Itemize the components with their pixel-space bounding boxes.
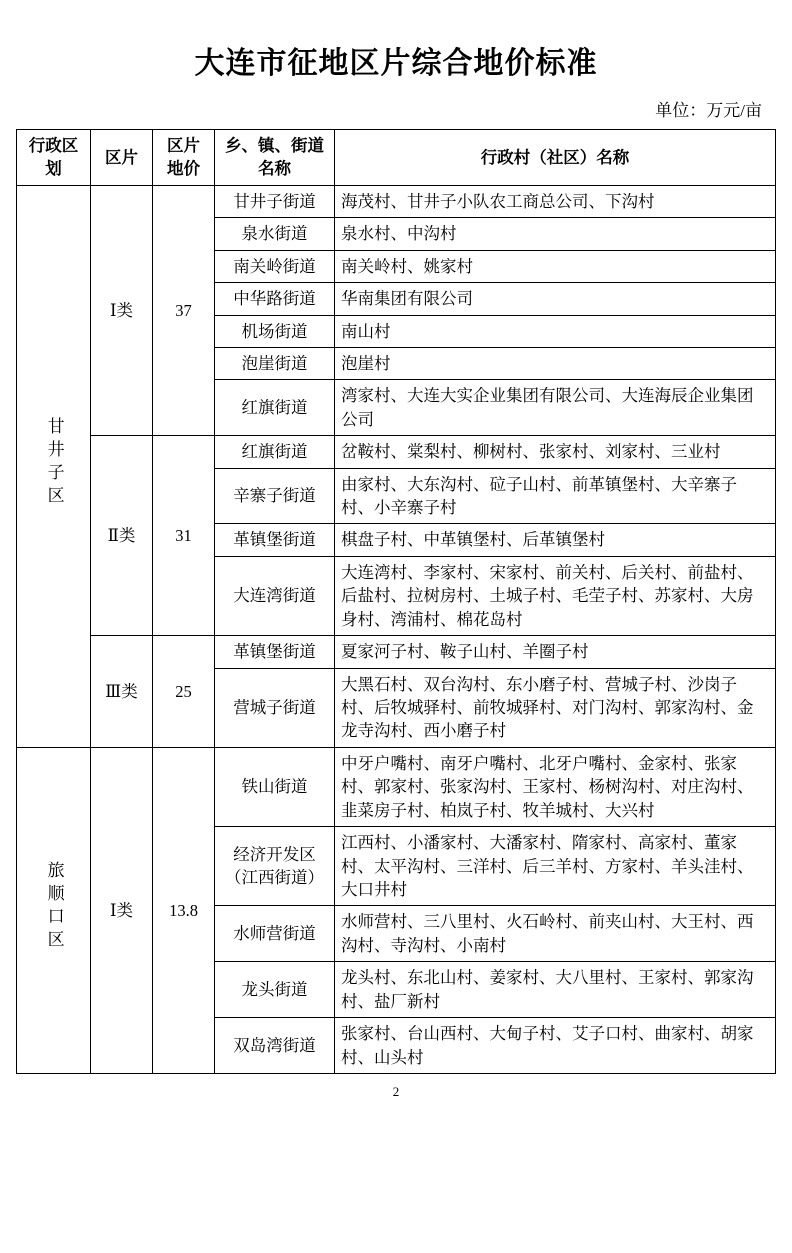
header-division: 行政区划 — [17, 130, 91, 186]
villages-cell: 中牙户嘴村、南牙户嘴村、北牙户嘴村、金家村、张家村、郭家村、张家沟村、王家村、杨树沟村、对庄沟村、韭菜房子村、柏岚子村、牧羊城村、大兴村 — [335, 747, 776, 826]
villages-cell: 水师营村、三八里村、火石岭村、前夹山村、大王村、西沟村、寺沟村、小南村 — [335, 906, 776, 962]
villages-cell: 大黑石村、双台沟村、东小磨子村、营城子村、沙岗子村、后牧城驿村、前牧城驿村、对门沟村、郭家沟村、金龙寺沟村、西小磨子村 — [335, 668, 776, 747]
table-header-row — [17, 130, 776, 186]
zone-cell: Ⅰ类 — [91, 185, 153, 435]
page-number: 2 — [392, 1083, 400, 1099]
town-cell: 南关岭街道 — [215, 250, 335, 282]
price-cell: 25 — [153, 636, 215, 748]
villages-cell: 华南集团有限公司 — [335, 283, 776, 315]
zone-cell: Ⅲ类 — [91, 636, 153, 748]
villages-cell: 南山村 — [335, 315, 776, 347]
table-row — [17, 747, 776, 826]
zone-cell: Ⅰ类 — [91, 747, 153, 1073]
town-cell: 铁山街道 — [215, 747, 335, 826]
division-cell: 甘井子区 — [17, 185, 91, 747]
division-cell: 旅顺口区 — [17, 747, 91, 1073]
table-row — [17, 436, 776, 468]
price-cell: 13.8 — [153, 747, 215, 1073]
town-cell: 泡崖街道 — [215, 347, 335, 379]
villages-cell: 湾家村、大连大实企业集团有限公司、大连海辰企业集团公司 — [335, 380, 776, 436]
price-cell: 31 — [153, 436, 215, 636]
table-row — [17, 636, 776, 668]
town-cell: 机场街道 — [215, 315, 335, 347]
town-cell: 中华路街道 — [215, 283, 335, 315]
town-cell: 经济开发区（江西街道） — [215, 827, 335, 906]
town-cell: 双岛湾街道 — [215, 1018, 335, 1074]
town-cell: 甘井子街道 — [215, 185, 335, 217]
town-cell: 水师营街道 — [215, 906, 335, 962]
villages-cell: 棋盘子村、中革镇堡村、后革镇堡村 — [335, 524, 776, 556]
header-villages: 行政村（社区）名称 — [335, 130, 776, 186]
villages-cell: 大连湾村、李家村、宋家村、前关村、后关村、前盐村、后盐村、拉树房村、土城子村、毛茔子村、苏家村、大房身村、湾浦村、棉花岛村 — [335, 556, 776, 635]
town-cell: 龙头街道 — [215, 962, 335, 1018]
table-header — [17, 130, 776, 186]
town-cell: 革镇堡街道 — [215, 636, 335, 668]
town-cell: 大连湾街道 — [215, 556, 335, 635]
villages-cell: 泉水村、中沟村 — [335, 218, 776, 250]
town-cell: 营城子街道 — [215, 668, 335, 747]
header-zone: 区片 — [91, 130, 153, 186]
villages-cell: 龙头村、东北山村、姜家村、大八里村、王家村、郭家沟村、盐厂新村 — [335, 962, 776, 1018]
villages-cell: 海茂村、甘井子小队农工商总公司、下沟村 — [335, 185, 776, 217]
town-cell: 红旗街道 — [215, 380, 335, 436]
town-cell: 红旗街道 — [215, 436, 335, 468]
page-title: 大连市征地区片综合地价标准 — [194, 47, 598, 80]
header-town: 乡、镇、街道名称 — [215, 130, 335, 186]
unit-note: 单位：万元/亩 — [655, 101, 762, 120]
villages-cell: 泡崖村 — [335, 347, 776, 379]
villages-cell: 江西村、小潘家村、大潘家村、隋家村、高家村、董家村、太平沟村、三洋村、后三羊村、方家村、羊头洼村、大口井村 — [335, 827, 776, 906]
land-price-table — [16, 129, 776, 1074]
villages-cell: 南关岭村、姚家村 — [335, 250, 776, 282]
header-price: 区片地价 — [153, 130, 215, 186]
town-cell: 泉水街道 — [215, 218, 335, 250]
villages-cell: 由家村、大东沟村、砬子山村、前革镇堡村、大辛寨子村、小辛寨子村 — [335, 468, 776, 524]
price-cell: 37 — [153, 185, 215, 435]
town-cell: 辛寨子街道 — [215, 468, 335, 524]
zone-cell: Ⅱ类 — [91, 436, 153, 636]
villages-cell: 夏家河子村、鞍子山村、羊圈子村 — [335, 636, 776, 668]
villages-cell: 岔鞍村、棠梨村、柳树村、张家村、刘家村、三业村 — [335, 436, 776, 468]
town-cell: 革镇堡街道 — [215, 524, 335, 556]
villages-cell: 张家村、台山西村、大甸子村、艾子口村、曲家村、胡家村、山头村 — [335, 1018, 776, 1074]
table-body — [17, 185, 776, 1073]
table-row — [17, 185, 776, 217]
